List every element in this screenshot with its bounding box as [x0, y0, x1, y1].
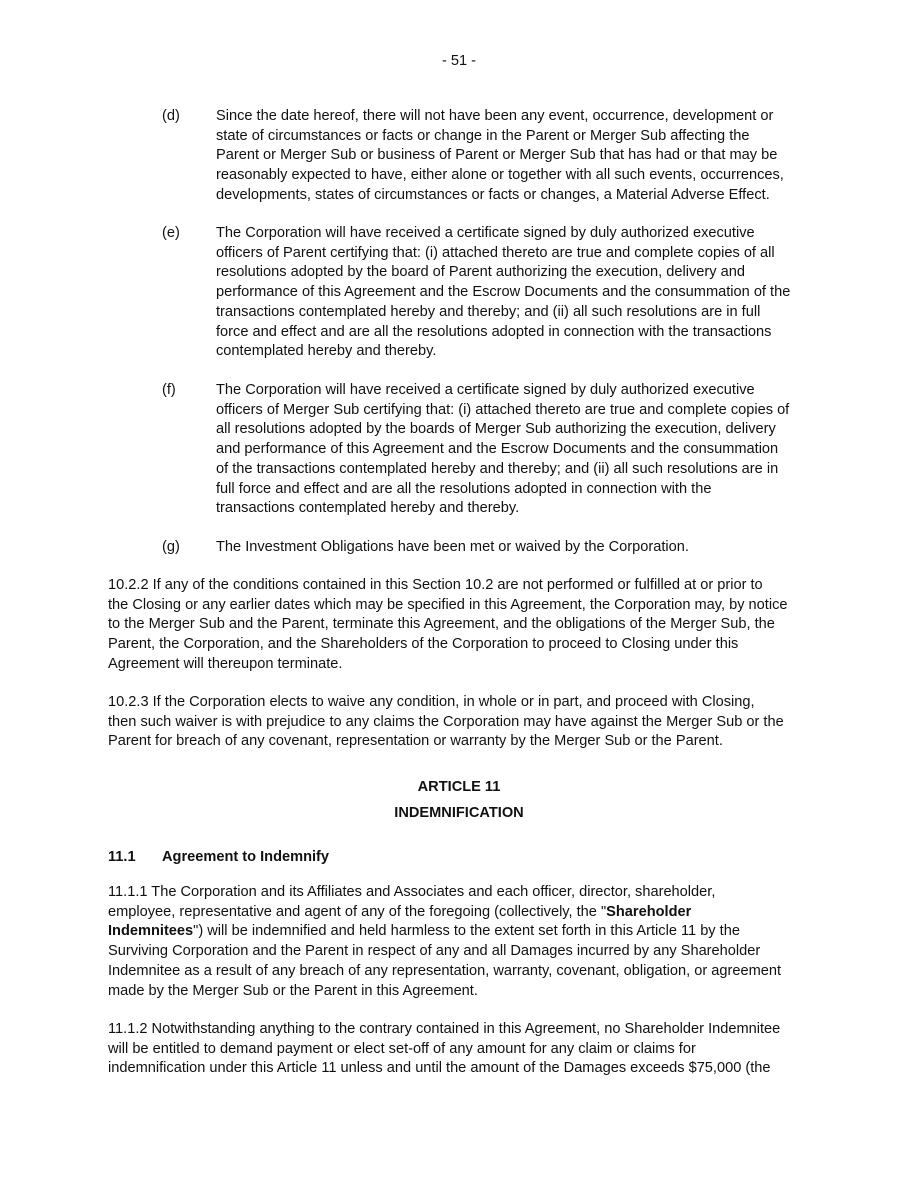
text-line: Parent for breach of any covenant, representation or warranty by the Merger Sub or the Parent.: [108, 733, 723, 750]
section-11-1-heading: [108, 848, 329, 868]
item-label-f: (f): [162, 382, 176, 398]
article-number: ARTICLE 11: [417, 779, 501, 795]
text-segment: ") will be indemnified and held harmless to the extent set forth in this Article 11 by the: [193, 923, 740, 940]
item-label-d: (d): [162, 108, 180, 124]
text-line: to the Merger Sub and the Parent, terminate this Agreement, and the obligations of the Merger Sub, the: [108, 616, 775, 633]
text-line: transactions contemplated hereby and thereby; and (ii) all such resolutions are in full: [216, 303, 761, 320]
text-line: The Investment Obligations have been met or waived by the Corporation.: [216, 539, 689, 555]
section-11-1-2: [108, 1020, 780, 1079]
text-line: Since the date hereof, there will not have been any event, occurrence, development or: [216, 108, 774, 124]
text-line: 11.1.1 The Corporation and its Affiliates and Associates and each officer, director, shareholder,: [108, 884, 716, 900]
item-d-text: [216, 107, 784, 206]
defined-term: Shareholder: [606, 903, 692, 920]
text-line: developments, states of circumstances or facts or changes, a Material Adverse Effect.: [216, 186, 770, 203]
text-line: and performance of this Agreement and the Escrow Documents and the consummation: [216, 441, 779, 458]
item-g-text: [216, 538, 689, 558]
text-line: made by the Merger Sub or the Parent in this Agreement.: [108, 982, 478, 999]
item-label-e: (e): [162, 225, 180, 241]
text-line: then such waiver is with prejudice to any claims the Corporation may have against the Merger Sub or the: [108, 713, 784, 730]
defined-term: Indemnitees: [108, 923, 194, 940]
text-line: all resolutions adopted by the boards of Merger Sub authorizing the execution, delivery: [216, 421, 776, 438]
item-label-g: (g): [162, 539, 180, 555]
section-10-2-3: [108, 693, 784, 752]
page-number: - 51 -: [441, 53, 477, 69]
item-f-text: [216, 381, 789, 519]
text-line: [108, 903, 781, 923]
text-line: of the transactions contemplated hereby and thereby; and (ii) all such resolutions are in: [216, 460, 779, 477]
text-line: 10.2.3 If the Corporation elects to waive any condition, in whole or in part, and proceed with Closing,: [108, 694, 755, 710]
text-line: 11.1.2 Notwithstanding anything to the contrary contained in this Agreement, no Shareholder Indemnitee: [108, 1021, 781, 1037]
section-10-2-2: [108, 576, 788, 675]
section-11-1-1: [108, 883, 781, 1001]
text-line: officers of Parent certifying that: (i) attached thereto are true and complete copies of all: [216, 244, 775, 261]
text-line: Parent or Merger Sub or business of Parent or Merger Sub that has had or that may be: [216, 147, 778, 164]
text-line: the Closing or any earlier dates which may be specified in this Agreement, the Corporation may, by notice: [108, 596, 788, 613]
section-number: 11.1: [108, 849, 136, 865]
item-e-text: [216, 224, 790, 362]
text-line: will be entitled to demand payment or elect set-off of any amount for any claim or claims for: [108, 1040, 696, 1057]
text-line: reasonably expected to have, either alone or together with all such events, occurrences,: [216, 167, 784, 184]
text-segment: employee, representative and agent of any of the foregoing (collectively, the ": [108, 903, 607, 920]
text-line: Parent, the Corporation, and the Shareholders of the Corporation to proceed to Closing under this: [108, 636, 739, 653]
text-line: resolutions adopted by the board of Parent authorizing the execution, delivery and: [216, 264, 745, 281]
section-title: Agreement to Indemnify: [162, 849, 330, 865]
text-line: 10.2.2 If any of the conditions contained in this Section 10.2 are not performed or fulfilled at or prior to: [108, 577, 763, 593]
text-line: Indemnitee as a result of any breach of any representation, warranty, covenant, obligation, or agreement: [108, 962, 782, 979]
text-line: full force and effect and are all the resolutions adopted in connection with the: [216, 480, 712, 497]
text-line: contemplated hereby and thereby.: [216, 343, 437, 360]
text-line: The Corporation will have received a certificate signed by duly authorized executive: [216, 225, 755, 241]
text-line: transactions contemplated hereby and thereby.: [216, 500, 520, 517]
text-line: indemnification under this Article 11 unless and until the amount of the Damages exceeds $75,000 (the: [108, 1060, 771, 1077]
text-line: officers of Merger Sub certifying that: (i) attached thereto are true and complete copies of: [216, 401, 790, 418]
text-line: [108, 922, 781, 942]
text-line: The Corporation will have received a certificate signed by duly authorized executive: [216, 382, 755, 398]
text-line: performance of this Agreement and the Escrow Documents and the consummation of the: [216, 284, 791, 301]
text-line: state of circumstances or facts or change in the Parent or Merger Sub affecting the: [216, 127, 750, 144]
text-line: Agreement will thereupon terminate.: [108, 655, 343, 672]
text-line: Surviving Corporation and the Parent in respect of any and all Damages incurred by any Shareholder: [108, 943, 761, 960]
article-title: INDEMNIFICATION: [394, 805, 524, 821]
text-line: force and effect and are all the resolutions adopted in connection with the transactions: [216, 323, 772, 340]
